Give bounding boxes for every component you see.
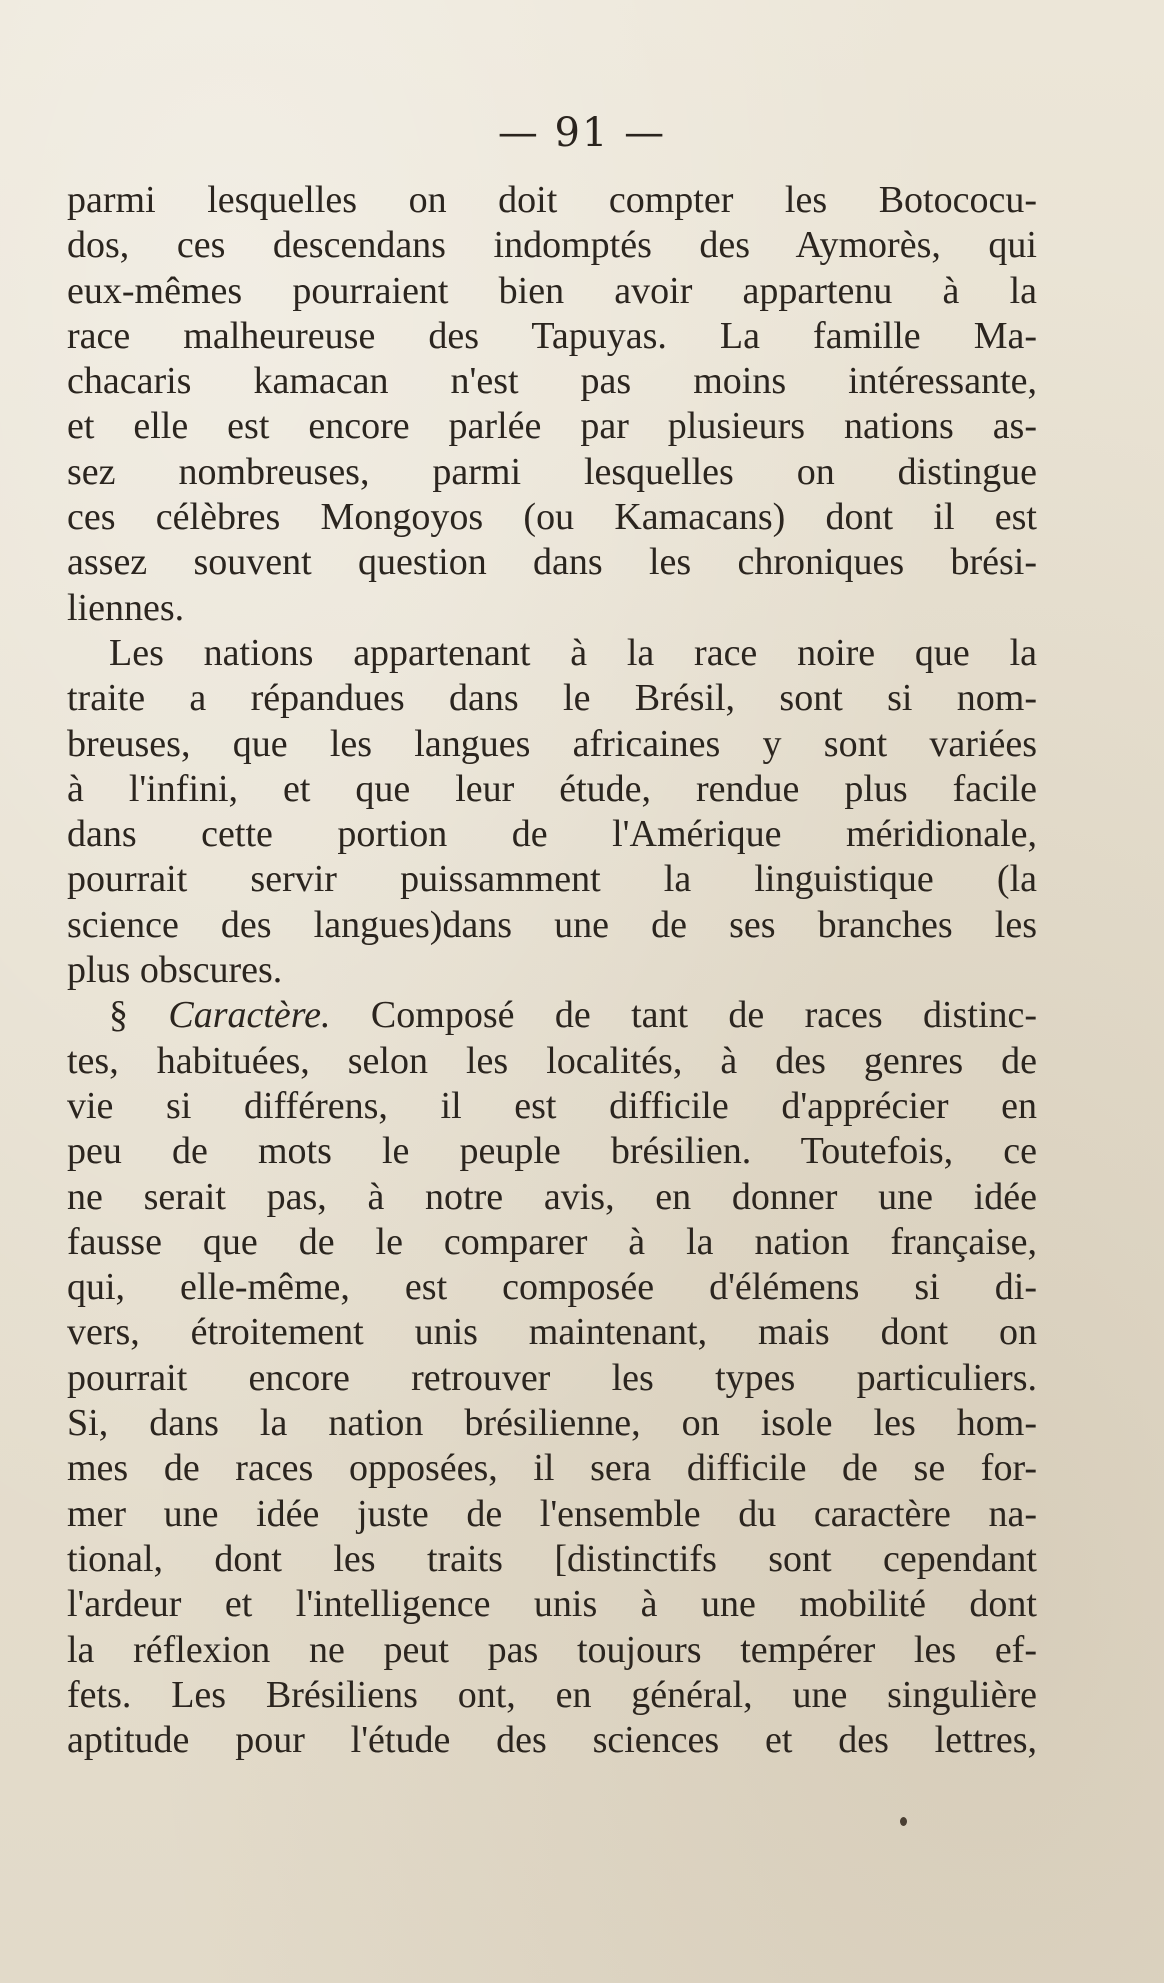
text-line: pourrait encore retrouver les types particuliers. [67,1356,1037,1399]
text-line: l'ardeur et l'intelligence unis à une mobilité dont [67,1583,1037,1626]
text-line: fausse que de le comparer à la nation française, [67,1220,1037,1263]
text-line: breuses, que les langues africaines y sont variées [67,722,1037,765]
text-line: peu de mots le peuple brésilien. Toutefois, ce [67,1130,1037,1173]
text-line: race malheureuse des Tapuyas. La famille Ma- [67,314,1037,357]
text-line: la réflexion ne peut pas toujours tempérer les ef- [67,1628,1037,1671]
text-line: vers, étroitement unis maintenant, mais dont on [67,1311,1037,1354]
text-line: plus obscures. [67,949,283,992]
text-line: qui, elle-même, est composée d'élémens si di- [67,1266,1037,1309]
text-line: tes, habituées, selon les localités, à des genres de [67,1039,1037,1082]
text-line: tional, dont les traits [distinctifs sont cependant [67,1537,1037,1580]
text-line: fets. Les Brésiliens ont, en général, une singulière [67,1673,1037,1716]
text-line: aptitude pour l'étude des sciences et des lettres, [67,1719,1037,1762]
text-line: dos, ces descendans indomptés des Aymorès, qui [67,224,1037,267]
text-line: sez nombreuses, parmi lesquelles on distingue [67,450,1037,493]
text-line: ces célèbres Mongoyos (ou Kamacans) dont il est [67,496,1037,539]
section-first-line: Composé de tant de races distinc- [370,994,1038,1037]
text-line: et elle est encore parlée par plusieurs nations as- [67,405,1037,448]
paragraph-2 [67,631,1037,993]
text-line: Si, dans la nation brésilienne, on isole les hom- [67,1402,1037,1445]
paragraph-3 [67,993,1037,1763]
text-line: liennes. [67,586,185,629]
text-line: mer une idée juste de l'ensemble du caractère na- [67,1492,1037,1535]
text-line: chacaris kamacan n'est pas moins intéressante, [67,360,1037,403]
section-title: Caractère. [168,994,331,1037]
page-number: — 91 — [497,110,667,156]
text-line: assez souvent question dans les chroniques brési- [67,541,1037,584]
text-line: parmi lesquelles on doit compter les Botococu- [67,179,1037,221]
paragraph-1 [67,178,1037,631]
text-line: science des langues)dans une de ses branches les [67,903,1037,946]
page-body [67,178,1037,1763]
section-mark: § [109,994,128,1037]
text-line: eux-mêmes pourraient bien avoir appartenu à la [67,269,1037,312]
ink-spot [900,1817,907,1826]
text-line: traite a répandues dans le Brésil, sont si nom- [67,677,1037,720]
text-line: pourrait servir puissamment la linguistique (la [67,858,1037,901]
text-line: vie si différens, il est difficile d'apprécier en [67,1084,1037,1127]
text-line: à l'infini, et que leur étude, rendue plus facile [67,767,1037,810]
text-line: Les nations appartenant à la race noire que la [109,631,1037,674]
text-line: ne serait pas, à notre avis, en donner une idée [67,1175,1037,1218]
section-heading-line [67,993,1037,1038]
text-line: dans cette portion de l'Amérique méridionale, [67,813,1037,856]
text-line: mes de races opposées, il sera difficile de se for- [67,1447,1037,1490]
